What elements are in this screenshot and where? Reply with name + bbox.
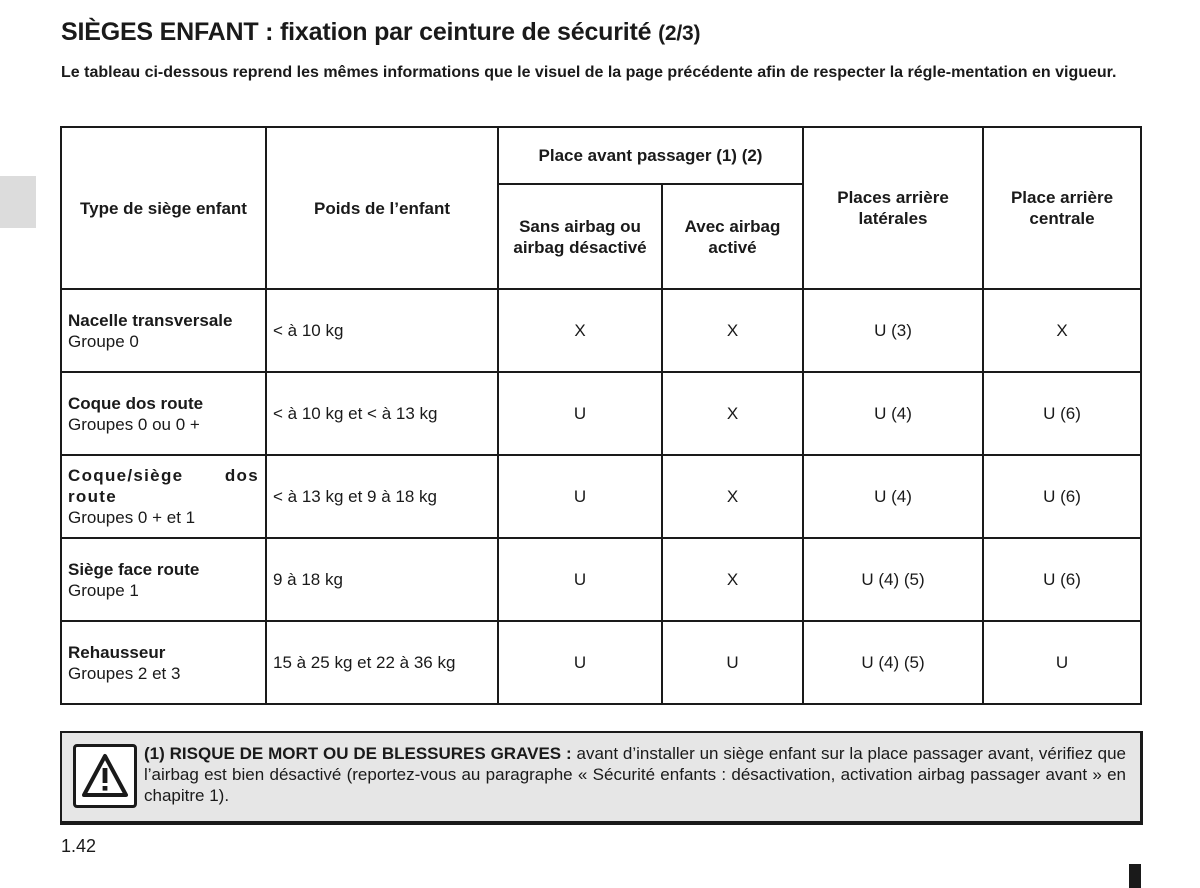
cell-front-no-airbag: U <box>498 621 662 704</box>
cell-front-no-airbag: U <box>498 372 662 455</box>
cell-rear-center: U <box>983 621 1141 704</box>
page-title <box>61 18 700 47</box>
page-corner-marker <box>1129 864 1141 888</box>
cell-front-no-airbag: U <box>498 455 662 538</box>
cell-seat-type <box>61 372 266 455</box>
header-front-no-airbag: Sans airbag ou airbag désactivé <box>498 184 662 289</box>
cell-front-airbag: X <box>662 289 803 372</box>
cell-front-airbag: U <box>662 621 803 704</box>
seat-type-label: Nacelle transversale <box>68 310 233 330</box>
page-number: 1.42 <box>61 836 97 856</box>
seat-group-label: Groupe 1 <box>68 580 139 600</box>
header-row <box>61 127 1141 184</box>
seat-group-label: Groupes 2 et 3 <box>68 663 181 683</box>
warning-box <box>60 731 1143 825</box>
warning-text <box>144 743 1126 806</box>
cell-rear-center: U (6) <box>983 455 1141 538</box>
seat-group-label: Groupes 0 + et 1 <box>68 508 196 527</box>
intro-paragraph: Le tableau ci-dessous reprend les mêmes informations que le visuel de la page précédente afin de respecter la régle-mentation en vigueur. <box>61 64 1117 81</box>
warning-triangle-icon <box>73 744 137 808</box>
cell-front-airbag: X <box>662 372 803 455</box>
cell-rear-side: U (3) <box>803 289 983 372</box>
seat-type-label: Coque/siège dos route <box>68 466 259 506</box>
child-seat-table <box>60 126 1142 705</box>
cell-rear-side: U (4) <box>803 372 983 455</box>
seat-type-label: Rehausseur <box>68 642 166 662</box>
seat-type-label: Siège face route <box>68 559 200 579</box>
cell-front-airbag: X <box>662 455 803 538</box>
cell-front-no-airbag: X <box>498 289 662 372</box>
cell-weight: < à 13 kg et 9 à 18 kg <box>266 455 498 538</box>
page-title-main: SIÈGES ENFANT : fixation par ceinture de sécurité <box>61 18 652 46</box>
cell-rear-side: U (4) (5) <box>803 621 983 704</box>
table-row <box>61 289 1141 372</box>
cell-front-no-airbag: U <box>498 538 662 621</box>
header-rear-side: Places arrière latérales <box>803 127 983 289</box>
table-row <box>61 621 1141 704</box>
cell-seat-type <box>61 538 266 621</box>
cell-rear-center: X <box>983 289 1141 372</box>
table-row <box>61 538 1141 621</box>
cell-seat-type <box>61 289 266 372</box>
warning-body: avant d’installer un siège enfant sur la place passager avant, vérifiez que l’airbag est bien désactivé (reportez-vous au paragraphe « Sécurité enfants : désactivation, activation airbag passager avant » en chapitre 1). <box>144 744 1126 805</box>
page-title-suffix: (2/3) <box>658 22 701 45</box>
seat-type-label: Coque dos route <box>68 393 204 413</box>
cell-weight: < à 10 kg et < à 13 kg <box>266 372 498 455</box>
cell-weight: 15 à 25 kg et 22 à 36 kg <box>266 621 498 704</box>
cell-weight: < à 10 kg <box>266 289 498 372</box>
cell-seat-type <box>61 455 266 538</box>
cell-rear-side: U (4) <box>803 455 983 538</box>
header-weight: Poids de l’enfant <box>266 127 498 289</box>
table-row <box>61 455 1141 538</box>
table-row <box>61 372 1141 455</box>
header-rear-center: Place arrière centrale <box>983 127 1141 289</box>
chapter-tab-marker <box>0 176 36 228</box>
cell-rear-side: U (4) (5) <box>803 538 983 621</box>
seat-group-label: Groupe 0 <box>68 331 139 351</box>
header-type: Type de siège enfant <box>61 127 266 289</box>
header-front-passenger: Place avant passager (1) (2) <box>498 127 803 184</box>
cell-front-airbag: X <box>662 538 803 621</box>
cell-seat-type <box>61 621 266 704</box>
cell-rear-center: U (6) <box>983 538 1141 621</box>
cell-weight: 9 à 18 kg <box>266 538 498 621</box>
warning-lead: (1) RISQUE DE MORT OU DE BLESSURES GRAVES : <box>144 744 572 763</box>
cell-rear-center: U (6) <box>983 372 1141 455</box>
header-front-airbag: Avec airbag activé <box>662 184 803 289</box>
seat-group-label: Groupes 0 ou 0 + <box>68 414 200 434</box>
